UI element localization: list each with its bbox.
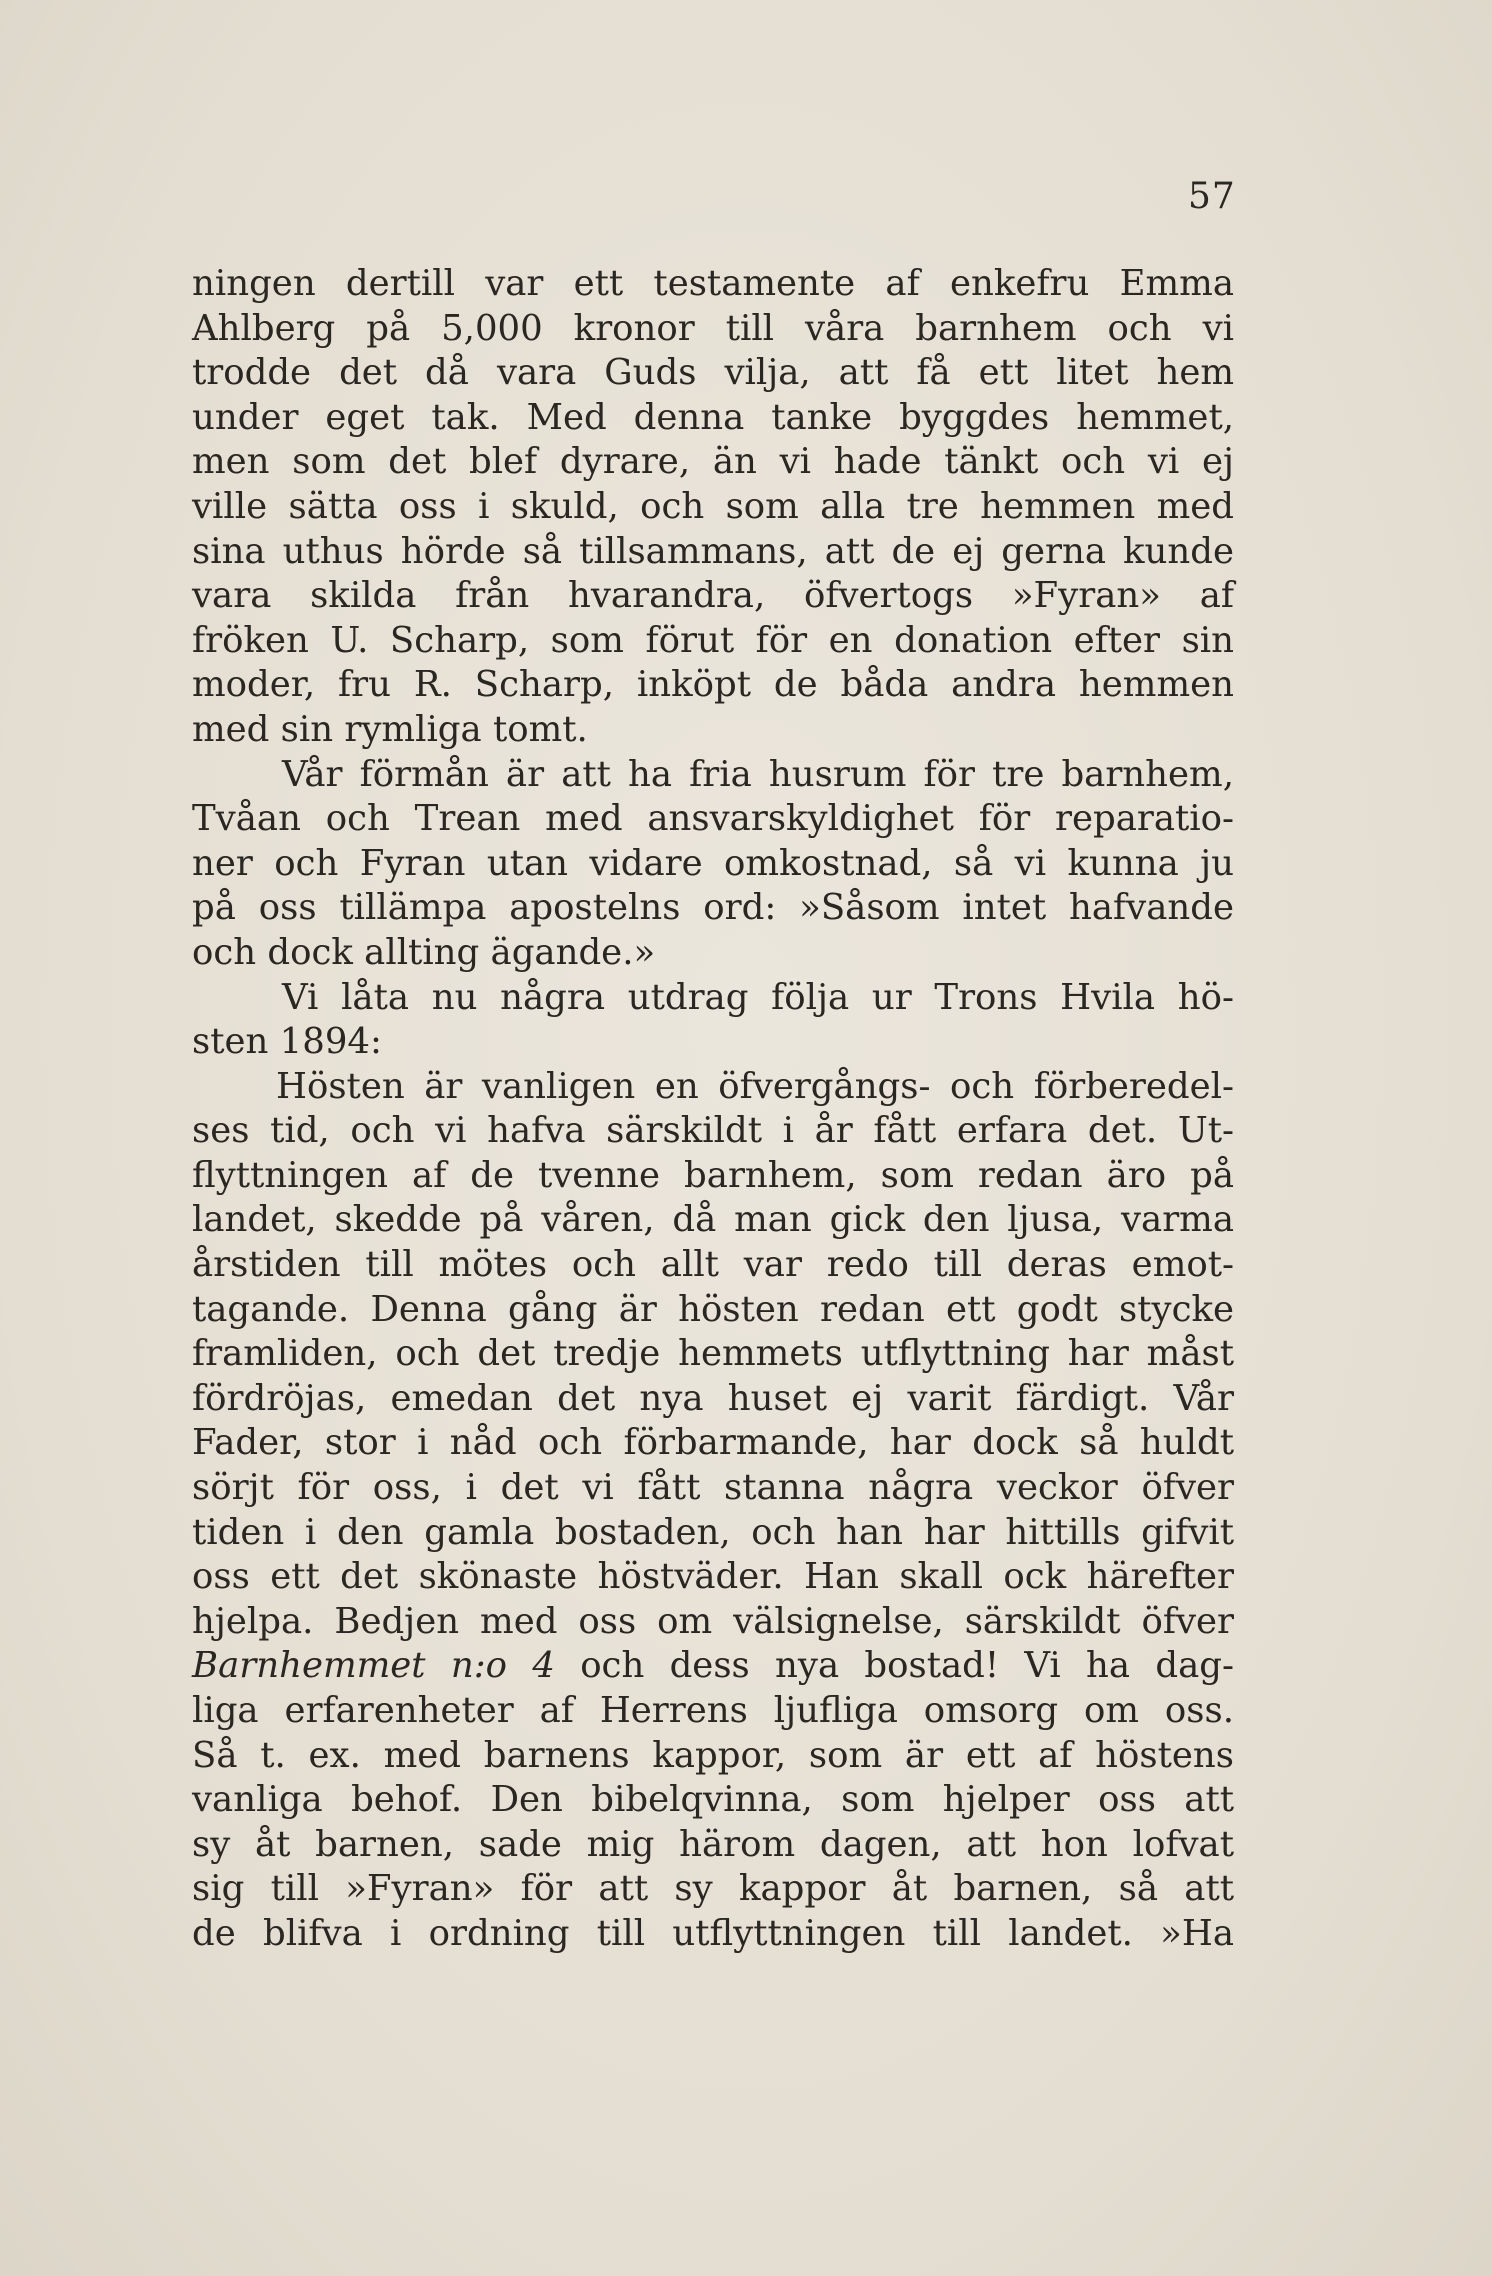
- line-text: ville sätta oss i skuld, och som alla tre hemmen med: [192, 485, 1234, 527]
- body-text: [192, 262, 1234, 1957]
- line-text: på oss tillämpa apostelns ord: »Såsom intet hafvande: [192, 887, 1234, 929]
- line-text: Vår förmån är att ha fria husrum för tre barnhem,: [282, 753, 1234, 795]
- line-text: vara skilda från hvarandra, öfvertogs »Fyran» af: [192, 575, 1234, 617]
- text-line: [192, 1867, 1234, 1912]
- line-text: ner och Fyran utan vidare omkostnad, så vi kunna ju: [192, 842, 1234, 884]
- text-line: [192, 485, 1234, 530]
- text-line: [192, 574, 1234, 619]
- line-text: sina uthus hörde så tillsammans, att de ej gerna kunde: [192, 530, 1234, 572]
- line-text: Så t. ex. med barnens kappor, som är ett af höstens: [192, 1734, 1234, 1776]
- text-line: [192, 1243, 1234, 1288]
- line-text: Ahlberg på 5,000 kronor till våra barnhem och vi: [192, 307, 1234, 349]
- text-line: [192, 1734, 1234, 1779]
- text-line: [192, 619, 1234, 664]
- text-line: [192, 1288, 1234, 1333]
- line-text: framliden, och det tredje hemmets utflyttning har måst: [192, 1333, 1234, 1375]
- text-line: [192, 1109, 1234, 1154]
- text-line: [192, 262, 1234, 307]
- text-line: [192, 1020, 1234, 1065]
- line-text: tiden i den gamla bostaden, och han har hittills gifvit: [192, 1511, 1234, 1553]
- text-line: [192, 396, 1234, 441]
- line-text: oss ett det skönaste höstväder. Han skall ock härefter: [192, 1556, 1234, 1598]
- italic-text: Barnhemmet n:o 4: [192, 1645, 555, 1687]
- line-text: men som det blef dyrare, än vi hade tänkt och vi ej: [192, 441, 1234, 483]
- text-line: [192, 842, 1234, 887]
- text-line: [192, 1154, 1234, 1199]
- line-text: fröken U. Scharp, som förut för en donation efter sin: [192, 619, 1234, 661]
- line-text: tagande. Denna gång är hösten redan ett godt stycke: [192, 1288, 1234, 1330]
- line-text: fördröjas, emedan det nya huset ej varit färdigt. Vår: [192, 1377, 1234, 1419]
- line-text: landet, skedde på våren, då man gick den ljusa, varma: [192, 1199, 1234, 1241]
- text-line: [192, 1778, 1234, 1823]
- text-line: [192, 440, 1234, 485]
- text-line: [192, 1198, 1234, 1243]
- text-line: [192, 663, 1234, 708]
- line-text: årstiden till mötes och allt var redo till deras emot-: [192, 1244, 1234, 1286]
- line-text: Vi låta nu några utdrag följa ur Trons Hvila hö-: [282, 976, 1234, 1018]
- line-text: trodde det då vara Guds vilja, att få ett litet hem: [192, 352, 1234, 394]
- line-text: flyttningen af de tvenne barnhem, som redan äro på: [192, 1154, 1234, 1196]
- line-text: sy åt barnen, sade mig härom dagen, att hon lofvat: [192, 1823, 1234, 1865]
- text-line: [192, 797, 1234, 842]
- text-line: [192, 976, 1234, 1021]
- text-line: [192, 1600, 1234, 1645]
- text-line: [192, 1912, 1234, 1957]
- text-line: [192, 886, 1234, 931]
- line-text: ses tid, och vi hafva särskildt i år fått erfara det. Ut-: [192, 1110, 1234, 1152]
- text-line: [192, 530, 1234, 575]
- text-line: [192, 1332, 1234, 1377]
- text-line: [192, 1823, 1234, 1868]
- text-line: [192, 1065, 1234, 1110]
- text-line: [192, 1377, 1234, 1422]
- line-text: Hösten är vanligen en öfvergångs- och förberedel-: [276, 1065, 1234, 1107]
- page-number: 57: [1188, 176, 1236, 217]
- line-text: Fader, stor i nåd och förbarmande, har dock så huldt: [192, 1422, 1234, 1464]
- text-line: [192, 1644, 1234, 1689]
- text-line: [192, 1511, 1234, 1556]
- line-text: ningen dertill var ett testamente af enkefru Emma: [192, 263, 1234, 304]
- line-text: sten 1894:: [192, 1021, 382, 1063]
- text-line: [192, 931, 1234, 976]
- text-line: [192, 708, 1234, 753]
- text-line: [192, 307, 1234, 352]
- text-line: [192, 1466, 1234, 1511]
- line-text: moder, fru R. Scharp, inköpt de båda andra hemmen: [192, 664, 1234, 706]
- line-text: de blifva i ordning till utflyttningen till landet. »Ha: [192, 1912, 1234, 1954]
- text-line: [192, 1689, 1234, 1734]
- line-text: liga erfarenheter af Herrens ljufliga omsorg om oss.: [192, 1690, 1234, 1731]
- text-line: [192, 1555, 1234, 1600]
- line-text: sörjt för oss, i det vi fått stanna några veckor öfver: [192, 1467, 1234, 1509]
- text-line: [192, 753, 1234, 798]
- line-text: sig till »Fyran» för att sy kappor åt barnen, så att: [192, 1868, 1234, 1910]
- line-text: Tvåan och Trean med ansvarskyldighet för reparatio-: [192, 798, 1234, 840]
- line-text: hjelpa. Bedjen med oss om välsignelse, särskildt öfver: [192, 1600, 1234, 1642]
- line-text: med sin rymliga tomt.: [192, 708, 588, 750]
- text-line: [192, 351, 1234, 396]
- line-text: och dock allting ägande.»: [192, 931, 656, 973]
- line-text: under eget tak. Med denna tanke byggdes hemmet,: [192, 396, 1234, 438]
- line-text: vanliga behof. Den bibelqvinna, som hjelper oss att: [192, 1779, 1234, 1821]
- text-line: [192, 1421, 1234, 1466]
- line-text: och dess nya bostad! Vi ha dag-: [580, 1645, 1234, 1687]
